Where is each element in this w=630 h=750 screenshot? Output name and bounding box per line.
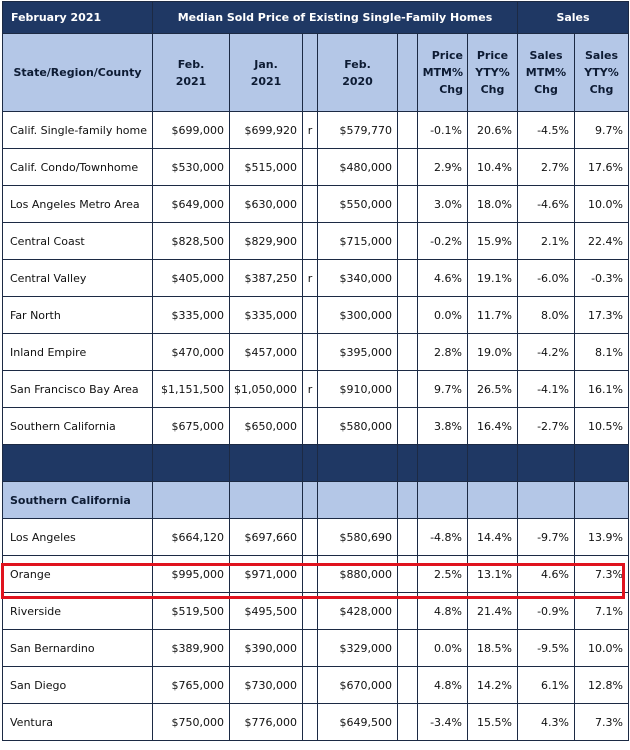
feb-2021-value: $470,000: [153, 334, 230, 371]
price-yty-value: 10.4%: [468, 149, 518, 186]
feb-2020-value: $580,000: [318, 408, 398, 445]
sales-mtm-value: 2.1%: [518, 223, 575, 260]
table-row: [3, 630, 629, 667]
feb-2020-value: $579,770: [318, 112, 398, 149]
row-name: Calif. Single-family home: [3, 112, 153, 149]
price-yty-value: 26.5%: [468, 371, 518, 408]
sales-mtm-column-header: Sales MTM% Chg: [518, 34, 575, 112]
table-row: [3, 408, 629, 445]
column-header-row: [3, 34, 629, 112]
spacer-cell: [398, 593, 418, 630]
spacer-cell: [398, 630, 418, 667]
sales-yty-value: 17.6%: [575, 149, 629, 186]
spacer-cell: [398, 371, 418, 408]
feb-2020-value: $910,000: [318, 371, 398, 408]
feb-2020-value: $428,000: [318, 593, 398, 630]
row-name: Los Angeles: [3, 519, 153, 556]
price-mtm-column-header: Price MTM% Chg: [418, 34, 468, 112]
jan-2021-value: $630,000: [230, 186, 303, 223]
spacer-cell: [398, 556, 418, 593]
spacer-cell: [398, 704, 418, 741]
spacer-cell: [398, 223, 418, 260]
price-yty-value: 15.5%: [468, 704, 518, 741]
revised-flag: r: [303, 371, 318, 408]
feb-2020-value: $395,000: [318, 334, 398, 371]
jan-2021-value: $699,920: [230, 112, 303, 149]
feb-2021-value: $519,500: [153, 593, 230, 630]
jan-2021-value: $971,000: [230, 556, 303, 593]
sales-mtm-value: -4.5%: [518, 112, 575, 149]
spacer-cell: [398, 112, 418, 149]
feb-2020-value: $670,000: [318, 667, 398, 704]
revised-flag: [303, 667, 318, 704]
price-yty-value: 19.1%: [468, 260, 518, 297]
price-yty-column-header: Price YTY% Chg: [468, 34, 518, 112]
revised-flag: r: [303, 112, 318, 149]
revised-flag: [303, 223, 318, 260]
price-mtm-value: 3.0%: [418, 186, 468, 223]
sales-mtm-value: 4.6%: [518, 556, 575, 593]
spacer-column-header: [398, 34, 418, 112]
jan-2021-value: $515,000: [230, 149, 303, 186]
spacer-cell: [398, 334, 418, 371]
feb-2020-value: $480,000: [318, 149, 398, 186]
feb-2020-value: $580,690: [318, 519, 398, 556]
sales-mtm-value: -0.9%: [518, 593, 575, 630]
revised-flag: [303, 556, 318, 593]
table-row: [3, 112, 629, 149]
sales-yty-value: 13.9%: [575, 519, 629, 556]
feb-2021-value: $405,000: [153, 260, 230, 297]
feb-2020-value: $715,000: [318, 223, 398, 260]
row-name: San Bernardino: [3, 630, 153, 667]
sales-mtm-value: 2.7%: [518, 149, 575, 186]
row-name: San Diego: [3, 667, 153, 704]
jan-2021-value: $697,660: [230, 519, 303, 556]
sales-yty-value: 22.4%: [575, 223, 629, 260]
sales-yty-value: 10.0%: [575, 186, 629, 223]
price-yty-value: 18.0%: [468, 186, 518, 223]
sales-yty-value: 10.0%: [575, 630, 629, 667]
sales-mtm-value: -4.1%: [518, 371, 575, 408]
revised-flag: [303, 519, 318, 556]
sales-yty-value: 7.3%: [575, 556, 629, 593]
spacer-cell: [398, 408, 418, 445]
table-row: [3, 149, 629, 186]
revised-flag: [303, 593, 318, 630]
feb-2021-value: $995,000: [153, 556, 230, 593]
sales-yty-value: 7.1%: [575, 593, 629, 630]
sales-yty-value: 10.5%: [575, 408, 629, 445]
price-mtm-value: -0.1%: [418, 112, 468, 149]
spacer-cell: [398, 667, 418, 704]
table-title-row: [3, 2, 629, 34]
jan-2021-column-header: Jan. 2021: [230, 34, 303, 112]
feb-2020-value: $329,000: [318, 630, 398, 667]
sales-yty-column-header: Sales YTY% Chg: [575, 34, 629, 112]
state-column-header: State/Region/County: [3, 34, 153, 112]
feb-2021-value: $389,900: [153, 630, 230, 667]
sales-yty-value: 9.7%: [575, 112, 629, 149]
table-row: [3, 334, 629, 371]
price-yty-value: 21.4%: [468, 593, 518, 630]
spacer-cell: [398, 260, 418, 297]
row-name: Orange: [3, 556, 153, 593]
feb-2020-value: $300,000: [318, 297, 398, 334]
price-yty-value: 15.9%: [468, 223, 518, 260]
jan-2021-value: $650,000: [230, 408, 303, 445]
row-name: Central Valley: [3, 260, 153, 297]
jan-2021-value: $457,000: [230, 334, 303, 371]
price-yty-value: 16.4%: [468, 408, 518, 445]
jan-2021-value: $387,250: [230, 260, 303, 297]
revised-flag: [303, 704, 318, 741]
price-mtm-value: 4.8%: [418, 667, 468, 704]
table-row: [3, 371, 629, 408]
revised-flag: [303, 630, 318, 667]
row-name: Southern California: [3, 408, 153, 445]
feb-2021-value: $699,000: [153, 112, 230, 149]
sales-mtm-value: -9.5%: [518, 630, 575, 667]
sales-mtm-value: -2.7%: [518, 408, 575, 445]
table-row: [3, 519, 629, 556]
divider-row: [3, 445, 629, 482]
price-yty-value: 14.4%: [468, 519, 518, 556]
median-price-table: [2, 1, 629, 741]
price-yty-value: 14.2%: [468, 667, 518, 704]
sales-yty-value: 17.3%: [575, 297, 629, 334]
table-row-highlighted: [3, 556, 629, 593]
revised-flag: [303, 149, 318, 186]
price-yty-value: 18.5%: [468, 630, 518, 667]
sales-mtm-value: 6.1%: [518, 667, 575, 704]
sales-yty-value: 8.1%: [575, 334, 629, 371]
sales-mtm-value: 8.0%: [518, 297, 575, 334]
row-name: Central Coast: [3, 223, 153, 260]
price-mtm-value: -4.8%: [418, 519, 468, 556]
feb-2020-value: $340,000: [318, 260, 398, 297]
price-mtm-value: 4.8%: [418, 593, 468, 630]
feb-2020-value: $880,000: [318, 556, 398, 593]
sales-mtm-value: -4.6%: [518, 186, 575, 223]
price-mtm-value: 3.8%: [418, 408, 468, 445]
price-yty-value: 19.0%: [468, 334, 518, 371]
feb-2021-value: $750,000: [153, 704, 230, 741]
feb-2021-value: $335,000: [153, 297, 230, 334]
spacer-cell: [398, 297, 418, 334]
sales-mtm-value: -4.2%: [518, 334, 575, 371]
row-name: Far North: [3, 297, 153, 334]
table-row: [3, 667, 629, 704]
jan-2021-value: $495,500: [230, 593, 303, 630]
price-group-heading: Median Sold Price of Existing Single-Family Homes: [153, 2, 518, 34]
row-name: Inland Empire: [3, 334, 153, 371]
price-mtm-value: 9.7%: [418, 371, 468, 408]
row-name: Ventura: [3, 704, 153, 741]
feb-2021-value: $649,000: [153, 186, 230, 223]
price-mtm-value: 0.0%: [418, 297, 468, 334]
section-header-row: [3, 482, 629, 519]
row-name: Riverside: [3, 593, 153, 630]
table-row: [3, 297, 629, 334]
feb-2021-value: $675,000: [153, 408, 230, 445]
revised-flag: [303, 408, 318, 445]
spacer-cell: [398, 519, 418, 556]
table-row: [3, 223, 629, 260]
feb-2021-value: $530,000: [153, 149, 230, 186]
table-row: [3, 260, 629, 297]
price-mtm-value: 2.9%: [418, 149, 468, 186]
spacer-cell: [398, 186, 418, 223]
revised-flag: r: [303, 260, 318, 297]
table-row: [3, 186, 629, 223]
jan-2021-value: $335,000: [230, 297, 303, 334]
jan-2021-value: $390,000: [230, 630, 303, 667]
sales-yty-value: 16.1%: [575, 371, 629, 408]
row-name: Calif. Condo/Townhome: [3, 149, 153, 186]
feb-2020-column-header: Feb. 2020: [318, 34, 398, 112]
sales-yty-value: 7.3%: [575, 704, 629, 741]
price-mtm-value: 2.8%: [418, 334, 468, 371]
sales-mtm-value: 4.3%: [518, 704, 575, 741]
revised-flag: [303, 334, 318, 371]
sales-yty-value: 12.8%: [575, 667, 629, 704]
sales-yty-value: -0.3%: [575, 260, 629, 297]
price-mtm-value: 0.0%: [418, 630, 468, 667]
price-mtm-value: 4.6%: [418, 260, 468, 297]
price-yty-value: 20.6%: [468, 112, 518, 149]
sales-mtm-value: -9.7%: [518, 519, 575, 556]
table-row: [3, 704, 629, 741]
feb-2020-value: $550,000: [318, 186, 398, 223]
feb-2021-column-header: Feb. 2021: [153, 34, 230, 112]
revised-flag: [303, 186, 318, 223]
price-mtm-value: -0.2%: [418, 223, 468, 260]
section-title: Southern California: [3, 482, 153, 519]
price-yty-value: 13.1%: [468, 556, 518, 593]
feb-2021-value: $765,000: [153, 667, 230, 704]
table-row: [3, 593, 629, 630]
feb-2021-value: $1,151,500: [153, 371, 230, 408]
jan-2021-value: $730,000: [230, 667, 303, 704]
price-mtm-value: -3.4%: [418, 704, 468, 741]
jan-2021-value: $776,000: [230, 704, 303, 741]
sales-group-heading: Sales: [518, 2, 629, 34]
row-name: San Francisco Bay Area: [3, 371, 153, 408]
revised-flag: [303, 297, 318, 334]
sales-mtm-value: -6.0%: [518, 260, 575, 297]
jan-2021-value: $829,900: [230, 223, 303, 260]
price-yty-value: 11.7%: [468, 297, 518, 334]
feb-2020-value: $649,500: [318, 704, 398, 741]
price-mtm-value: 2.5%: [418, 556, 468, 593]
period-heading: February 2021: [3, 2, 153, 34]
spacer-cell: [398, 149, 418, 186]
feb-2021-value: $664,120: [153, 519, 230, 556]
flag-column-header: [303, 34, 318, 112]
jan-2021-value: $1,050,000: [230, 371, 303, 408]
feb-2021-value: $828,500: [153, 223, 230, 260]
row-name: Los Angeles Metro Area: [3, 186, 153, 223]
